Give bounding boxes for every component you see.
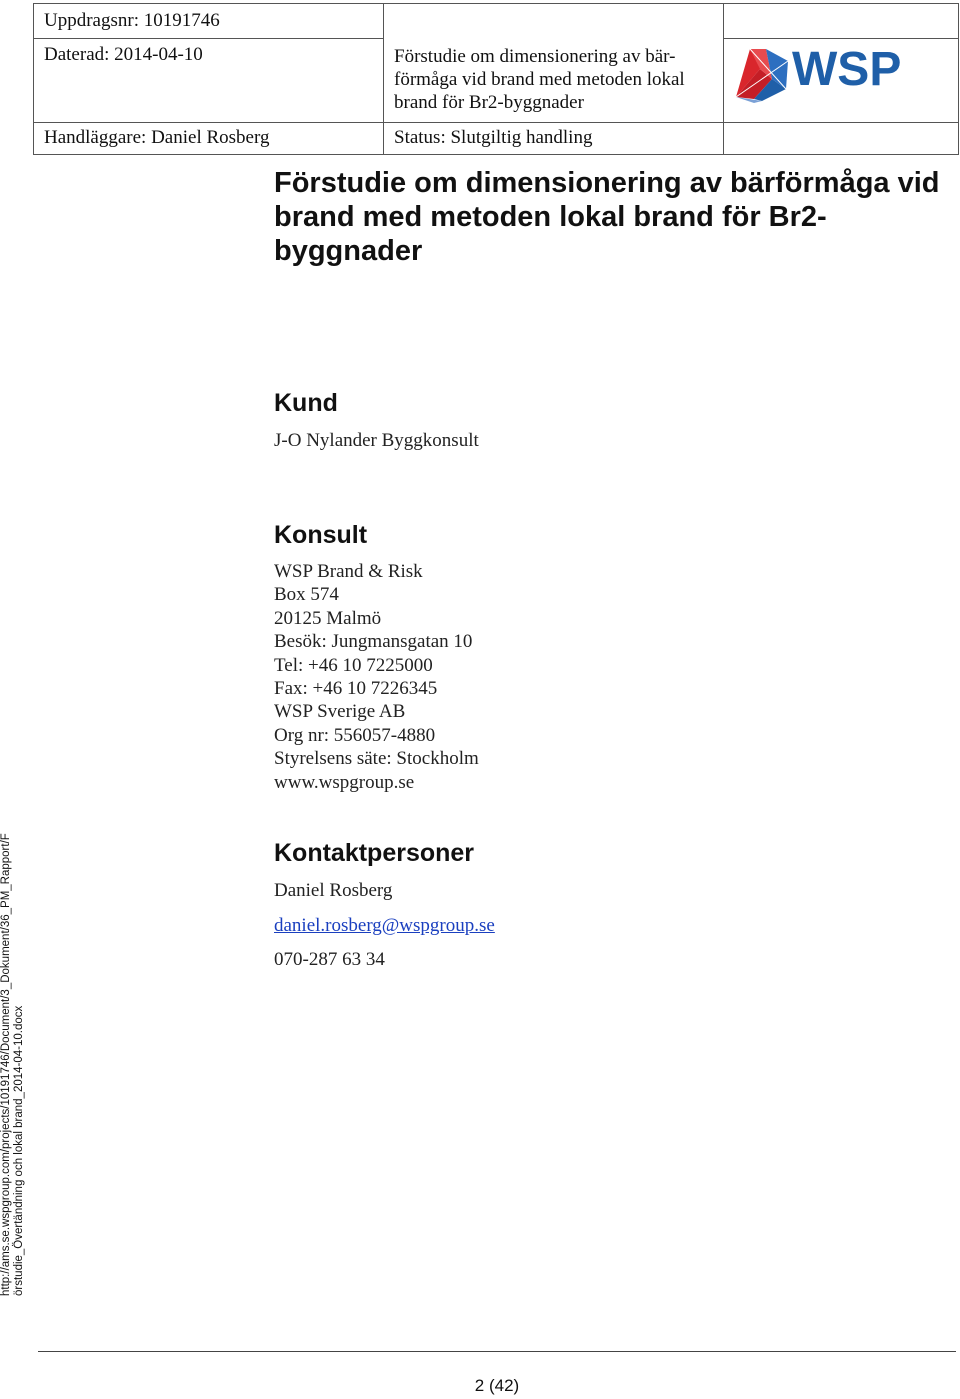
document-title: Förstudie om dimensionering av bärförmåga vid brand med metoden lokal brand för Br2-byggnader bbox=[274, 167, 940, 267]
header-document-title: Förstudie om dimensionering av bär-förmåga vid brand med metoden lokal brand för Br2-byggnader bbox=[384, 4, 724, 123]
consultant-line: Org nr: 556057-4880 bbox=[274, 724, 436, 746]
consultant-line: Box 574 bbox=[274, 584, 339, 606]
consultant-line: WSP Brand & Risk bbox=[274, 561, 423, 582]
consultant-line: Tel: +46 10 7225000 bbox=[274, 654, 433, 676]
page-number: 2 (42) bbox=[474, 1376, 520, 1395]
contact-phone: 070-287 63 34 bbox=[274, 949, 385, 970]
status: Status: Slutgiltig handling bbox=[384, 123, 724, 154]
side-path-line-1: http://ams.se.wspgroup.com/projects/10191746/Document/3_Dokument/36_PM_Rapport/F bbox=[0, 833, 12, 1296]
header-table bbox=[33, 3, 959, 155]
side-file-path bbox=[0, 833, 26, 1296]
date: Daterad: 2014-04-10 bbox=[34, 39, 384, 123]
case-officer: Handläggare: Daniel Rosberg bbox=[34, 123, 384, 154]
header-empty-cell-top bbox=[724, 4, 958, 39]
consultant-line: Besök: Jungmansgatan 10 bbox=[274, 631, 473, 653]
contact-name: Daniel Rosberg bbox=[274, 880, 393, 901]
customer-name: J-O Nylander Byggkonsult bbox=[274, 430, 479, 451]
footer-divider bbox=[38, 1351, 956, 1352]
contact-email-link[interactable]: daniel.rosberg@wspgroup.se bbox=[274, 915, 495, 936]
consultant-website: www.wspgroup.se bbox=[274, 771, 415, 793]
header-empty-cell-bottom bbox=[724, 123, 958, 154]
assignment-number: Uppdragsnr: 10191746 bbox=[34, 4, 384, 39]
contacts-heading: Kontaktpersoner bbox=[274, 839, 475, 867]
consultant-line: WSP Sverige AB bbox=[274, 701, 406, 723]
logo-cell bbox=[724, 39, 958, 123]
customer-heading: Kund bbox=[274, 389, 338, 417]
wsp-logo bbox=[732, 39, 922, 111]
consultant-line: Fax: +46 10 7226345 bbox=[274, 677, 438, 699]
consultant-line: Styrelsens säte: Stockholm bbox=[274, 748, 479, 770]
consultant-details bbox=[274, 560, 479, 794]
side-path-line-2: örstudie_Övertändning och lokal brand_2014-04-10.docx bbox=[13, 1005, 25, 1296]
consultant-line: 20125 Malmö bbox=[274, 607, 382, 629]
consultant-heading: Konsult bbox=[274, 521, 368, 549]
logo-text: WSP bbox=[792, 43, 902, 96]
